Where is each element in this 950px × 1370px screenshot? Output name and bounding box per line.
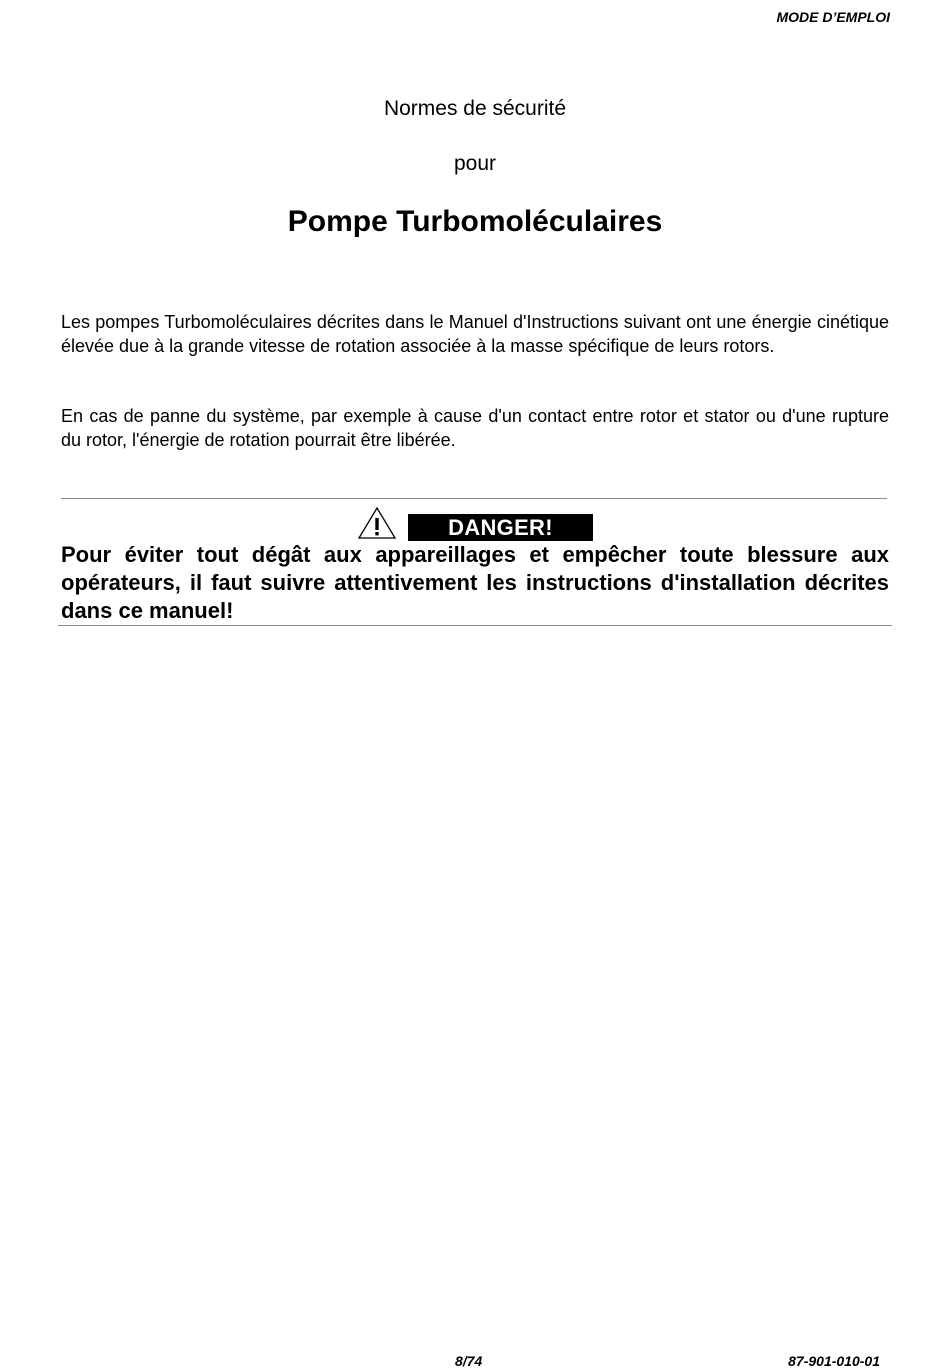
warning-triangle-icon: [357, 506, 397, 540]
danger-warning-text: Pour éviter tout dégât aux appareillages et empêcher toute blessure aux opérateurs, il faut suivre attentivement les instructions d'installation décrites dans ce manuel!: [61, 542, 889, 623]
page-number: 8/74: [455, 1353, 483, 1369]
header-label: MODE D’EMPLOI: [776, 9, 890, 25]
body-paragraph-1: Les pompes Turbomoléculaires décrites dans le Manuel d'Instructions suivant ont une énergie cinétique élevée due à la grande vitesse de rotation associée à la masse spécifique de leurs rotors.: [61, 312, 889, 356]
subtitle-line-1: Normes de sécurité: [383, 97, 567, 120]
document-reference: 87-901-010-01: [788, 1353, 880, 1369]
body-paragraph-2: En cas de panne du système, par exemple à cause d'un contact entre rotor et stator ou d'une rupture du rotor, l'énergie de rotation pourrait être libérée.: [61, 406, 889, 450]
danger-badge: DANGER!: [408, 514, 593, 541]
subtitle-line-2: pour: [453, 152, 497, 175]
page-title: Pompe Turbomoléculaires: [287, 205, 663, 238]
danger-box-top-rule: [61, 498, 887, 499]
danger-box-bottom-rule: [58, 625, 892, 626]
